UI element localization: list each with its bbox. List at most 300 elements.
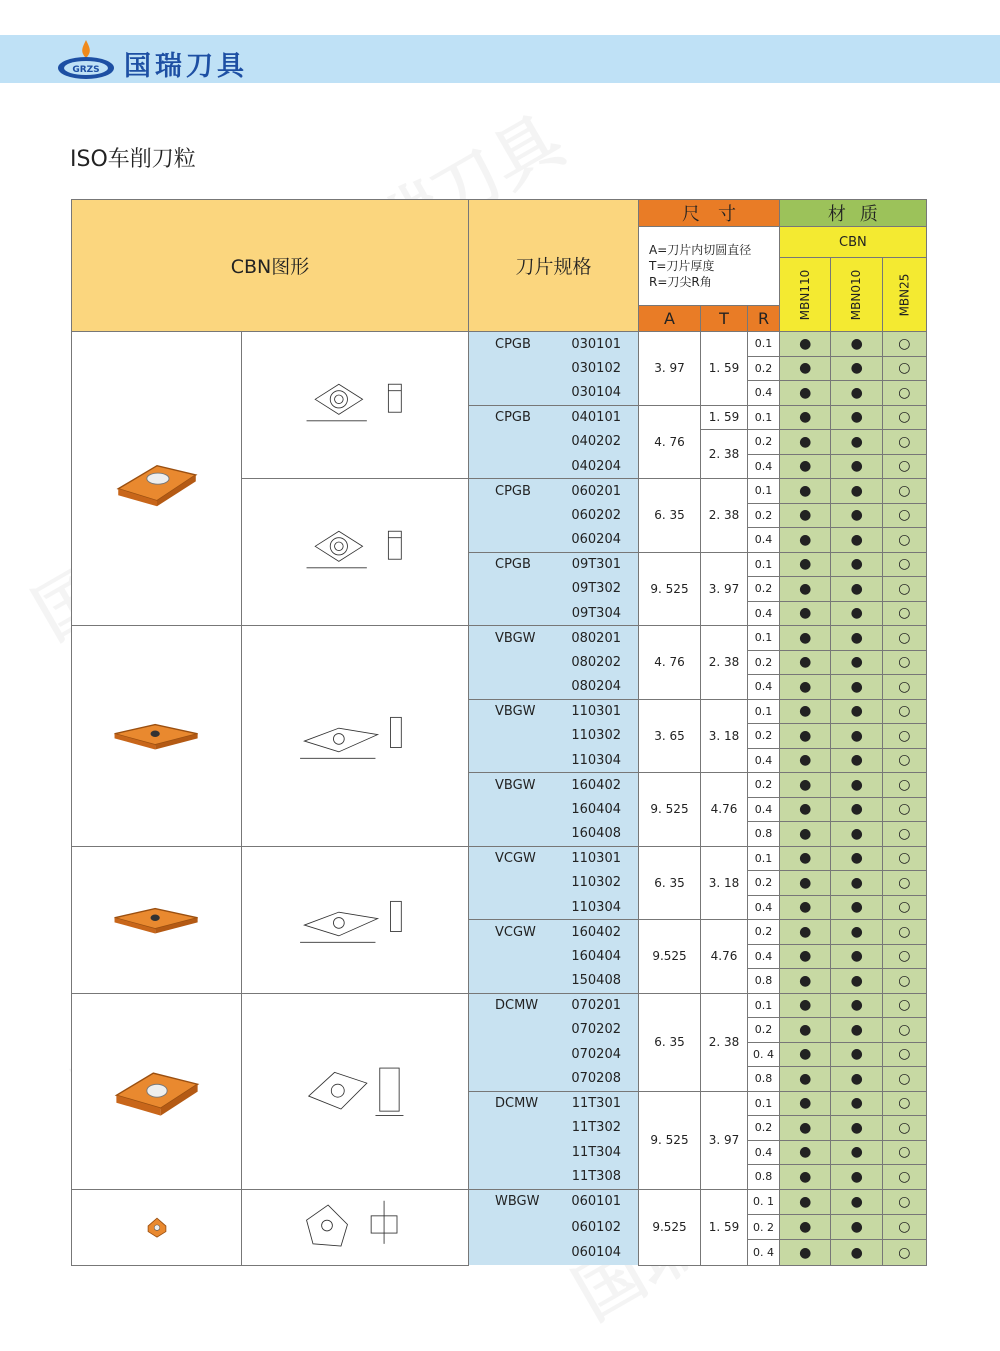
insert-photo-cell (72, 993, 242, 1189)
spec-code: 060102 (571, 1219, 621, 1235)
grade-availability-mark: ● (780, 332, 831, 357)
spec-code: 11T301 (571, 1096, 621, 1111)
grade-availability-mark: ● (831, 1042, 882, 1067)
grade-availability-mark: ● (831, 601, 882, 626)
spec-code: 070202 (571, 1022, 621, 1038)
spec-code: 160404 (571, 948, 621, 964)
grade-availability-mark: ○ (882, 846, 926, 871)
grade-availability-mark: ● (831, 430, 882, 455)
spec-cell (469, 1116, 639, 1141)
spec-prefix: DCMW (495, 998, 539, 1013)
dim-r-value: 0.2 (748, 871, 780, 896)
spec-cell (469, 920, 639, 945)
header-spec: 刀片规格 (469, 200, 639, 332)
grade-availability-mark: ● (831, 405, 882, 430)
dim-r-value: 0.2 (748, 1018, 780, 1043)
grade-availability-mark: ● (831, 1018, 882, 1043)
dim-t-value: 3. 18 (701, 699, 748, 773)
grade-availability-mark: ○ (882, 405, 926, 430)
grade-availability-mark: ○ (882, 944, 926, 969)
spec-code: 060104 (571, 1245, 621, 1261)
spec-cell (469, 356, 639, 381)
grade-availability-mark: ● (780, 675, 831, 700)
spec-code: 060204 (571, 532, 621, 547)
grade-availability-mark: ● (780, 1018, 831, 1043)
dim-r-value: 0.4 (748, 381, 780, 406)
grade-availability-mark: ● (831, 1116, 882, 1141)
spec-code: 150408 (571, 973, 621, 988)
spec-cell (469, 650, 639, 675)
dim-r-value: 0.2 (748, 773, 780, 798)
grade-availability-mark: ● (831, 724, 882, 749)
grade-availability-mark: ○ (882, 381, 926, 406)
spec-code: 070208 (571, 1071, 621, 1086)
spec-code: 060201 (571, 483, 621, 499)
insert-table (71, 199, 927, 1266)
grade-availability-mark: ● (780, 895, 831, 920)
grade-availability-mark: ○ (882, 503, 926, 528)
grade-availability-mark: ● (831, 699, 882, 724)
grade-availability-mark: ○ (882, 822, 926, 847)
spec-code: 09T302 (571, 581, 621, 597)
grade-availability-mark: ○ (882, 1140, 926, 1165)
grade-availability-mark: ● (831, 895, 882, 920)
dim-r-value: 0.8 (748, 1067, 780, 1092)
grade-availability-mark: ● (780, 1165, 831, 1190)
dim-t-value: 3. 97 (701, 1091, 748, 1189)
dim-header-t: T (701, 306, 748, 332)
insert-drawing-cell (242, 626, 469, 847)
grade-availability-mark: ● (780, 577, 831, 602)
grade-availability-mark: ○ (882, 528, 926, 553)
dim-r-value: 0.4 (748, 528, 780, 553)
grade-availability-mark: ● (780, 356, 831, 381)
spec-code: 070204 (571, 1046, 621, 1062)
spec-cell (469, 773, 639, 798)
grade-availability-mark: ● (831, 846, 882, 871)
spec-cell (469, 1189, 639, 1214)
grade-availability-mark: ● (780, 405, 831, 430)
dim-a-value: 9. 525 (639, 773, 701, 847)
spec-cell (469, 797, 639, 822)
dim-r-value: 0.8 (748, 822, 780, 847)
grade-availability-mark: ● (831, 1165, 882, 1190)
spec-cell (469, 724, 639, 749)
grade-availability-mark: ● (780, 969, 831, 994)
dim-r-value: 0.2 (748, 356, 780, 381)
grade-availability-mark: ○ (882, 650, 926, 675)
dim-r-value: 0.1 (748, 1091, 780, 1116)
grade-availability-mark: ● (831, 969, 882, 994)
dim-r-value: 0.4 (748, 1140, 780, 1165)
spec-cell (469, 1240, 639, 1265)
spec-prefix: CPGB (495, 410, 531, 425)
spec-cell (469, 871, 639, 896)
grade-availability-mark: ● (831, 748, 882, 773)
grade-availability-mark: ● (780, 1116, 831, 1141)
dim-a-value: 9.525 (639, 920, 701, 994)
insert-drawing-vc (285, 882, 425, 957)
grade-availability-mark: ○ (882, 356, 926, 381)
grade-availability-mark: ● (831, 1240, 882, 1265)
dim-r-value: 0.4 (748, 895, 780, 920)
legend-line: T=刀片厚度 (649, 259, 715, 273)
spec-cell (469, 969, 639, 994)
grade-availability-mark: ● (780, 1042, 831, 1067)
grade-availability-mark: ○ (882, 454, 926, 479)
spec-cell (469, 846, 639, 871)
brand-name: 国瑞刀具 (124, 51, 248, 82)
spec-cell (469, 332, 639, 357)
dim-r-value: 0.1 (748, 552, 780, 577)
dim-r-value: 0.4 (748, 601, 780, 626)
grade-availability-mark: ● (831, 381, 882, 406)
spec-cell (469, 1214, 639, 1239)
dim-r-value: 0.4 (748, 675, 780, 700)
grade-availability-mark: ● (831, 356, 882, 381)
legend-line: R=刀尖R角 (649, 275, 712, 289)
spec-cell (469, 626, 639, 651)
grade-availability-mark: ● (831, 1189, 882, 1214)
grade-availability-mark: ○ (882, 1116, 926, 1141)
spec-cell (469, 528, 639, 553)
grade-availability-mark: ● (780, 1240, 831, 1265)
grade-availability-mark: ● (831, 1140, 882, 1165)
spec-code: 030102 (571, 360, 621, 376)
spec-prefix: CPGB (495, 557, 531, 572)
grade-availability-mark: ● (831, 528, 882, 553)
grade-availability-mark: ○ (882, 1067, 926, 1092)
dim-a-value: 9.525 (639, 1189, 701, 1265)
spec-prefix: CPGB (495, 336, 531, 352)
spec-code: 030101 (571, 336, 621, 352)
dim-r-value: 0. 4 (748, 1042, 780, 1067)
spec-cell (469, 503, 639, 528)
spec-code: 110304 (571, 899, 621, 915)
insert-drawing-cp (285, 514, 425, 589)
spec-cell (469, 381, 639, 406)
spec-cell (469, 430, 639, 455)
dim-a-value: 6. 35 (639, 993, 701, 1091)
grade-availability-mark: ● (780, 993, 831, 1018)
insert-photo-vb (109, 695, 205, 773)
dim-a-value: 6. 35 (639, 846, 701, 920)
grade-availability-mark: ○ (882, 993, 926, 1018)
grade-availability-mark: ● (831, 454, 882, 479)
insert-photo-cell (72, 846, 242, 993)
spec-code: 070201 (571, 998, 621, 1013)
insert-drawing-cell (242, 332, 469, 479)
insert-photo-wb (137, 1206, 177, 1246)
grade-availability-mark: ● (780, 822, 831, 847)
insert-photo-vc (109, 879, 205, 957)
page-title: ISO车削刀粒 (70, 147, 196, 172)
grade-availability-mark: ● (831, 920, 882, 945)
grade-availability-mark: ● (831, 797, 882, 822)
spec-cell (469, 454, 639, 479)
spec-code: 160404 (571, 801, 621, 817)
grade-availability-mark: ● (780, 430, 831, 455)
insert-drawing-vb (285, 698, 425, 773)
insert-drawing-wb (285, 1190, 425, 1265)
spec-code: 060101 (571, 1194, 621, 1210)
dim-a-value: 3. 97 (639, 332, 701, 406)
dim-r-value: 0.1 (748, 626, 780, 651)
spec-code: 060202 (571, 507, 621, 523)
grade-availability-mark: ● (780, 1189, 831, 1214)
dim-t-value: 2. 38 (701, 430, 748, 479)
grade-availability-mark: ● (780, 626, 831, 651)
dim-t-value: 2. 38 (701, 993, 748, 1091)
spec-code: 11T308 (571, 1169, 621, 1184)
grade-availability-mark: ● (831, 503, 882, 528)
insert-drawing-cell (242, 479, 469, 626)
header-size: 尺寸 (639, 200, 780, 227)
grade-header: MBN010 (831, 258, 882, 332)
insert-photo-cp (109, 438, 205, 516)
grade-availability-mark: ○ (882, 748, 926, 773)
header-shape: CBN图形 (72, 200, 469, 332)
spec-cell (469, 1018, 639, 1043)
spec-prefix: VBGW (495, 630, 536, 646)
grade-availability-mark: ● (831, 822, 882, 847)
insert-photo-cell (72, 1189, 242, 1265)
dim-a-value: 9. 525 (639, 1091, 701, 1189)
dim-t-value: 4.76 (701, 773, 748, 847)
grade-availability-mark: ○ (882, 479, 926, 504)
grade-availability-mark: ○ (882, 699, 926, 724)
spec-prefix: DCMW (495, 1096, 539, 1111)
dim-r-value: 0.8 (748, 1165, 780, 1190)
dim-t-value: 1. 59 (701, 332, 748, 406)
grade-availability-mark: ● (831, 675, 882, 700)
grade-availability-mark: ● (831, 479, 882, 504)
grade-availability-mark: ● (831, 552, 882, 577)
spec-cell (469, 479, 639, 504)
grade-availability-mark: ○ (882, 332, 926, 357)
spec-code: 09T304 (571, 605, 621, 621)
grade-availability-mark: ● (780, 479, 831, 504)
dim-r-value: 0.8 (748, 969, 780, 994)
spec-code: 040101 (571, 410, 621, 425)
insert-drawing-cell (242, 993, 469, 1189)
grade-availability-mark: ● (831, 577, 882, 602)
spec-cell (469, 1091, 639, 1116)
dim-r-value: 0.1 (748, 332, 780, 357)
dim-t-value: 4.76 (701, 920, 748, 994)
spec-code: 080201 (571, 630, 621, 646)
dim-t-value: 2. 38 (701, 626, 748, 700)
spec-code: 160402 (571, 924, 621, 940)
insert-drawing-dc (285, 1053, 425, 1128)
header-material: 材质 (780, 200, 927, 227)
dim-r-value: 0. 2 (748, 1214, 780, 1239)
legend-line: A=刀片内切圆直径 (649, 243, 752, 257)
dim-a-value: 4. 76 (639, 626, 701, 700)
dim-a-value: 9. 525 (639, 552, 701, 626)
dimension-legend (639, 227, 780, 306)
dim-header-a: A (639, 306, 701, 332)
grade-availability-mark: ● (780, 601, 831, 626)
spec-code: 110301 (571, 851, 621, 866)
grade-availability-mark: ○ (882, 1091, 926, 1116)
grade-availability-mark: ○ (882, 552, 926, 577)
grade-availability-mark: ● (831, 1214, 882, 1239)
spec-code: 110304 (571, 752, 621, 768)
grade-availability-mark: ● (780, 773, 831, 798)
grade-availability-mark: ● (780, 552, 831, 577)
spec-cell (469, 699, 639, 724)
dim-r-value: 0.2 (748, 503, 780, 528)
cbn-label: CBN (780, 227, 927, 258)
dim-r-value: 0.1 (748, 699, 780, 724)
grade-availability-mark: ● (780, 1067, 831, 1092)
dim-a-value: 4. 76 (639, 405, 701, 479)
grade-availability-mark: ○ (882, 1189, 926, 1214)
spec-code: 160402 (571, 777, 621, 793)
insert-photo-dc (109, 1051, 205, 1129)
grade-availability-mark: ● (780, 944, 831, 969)
spec-cell (469, 822, 639, 847)
grade-availability-mark: ○ (882, 773, 926, 798)
dim-r-value: 0.4 (748, 454, 780, 479)
spec-cell (469, 748, 639, 773)
spec-prefix: VCGW (495, 851, 536, 866)
spec-cell (469, 552, 639, 577)
dim-a-value: 6. 35 (639, 479, 701, 553)
grade-availability-mark: ● (780, 381, 831, 406)
dim-a-value: 3. 65 (639, 699, 701, 773)
spec-cell (469, 577, 639, 602)
grade-availability-mark: ● (780, 699, 831, 724)
dim-r-value: 0.2 (748, 650, 780, 675)
grade-availability-mark: ● (780, 454, 831, 479)
grade-availability-mark: ● (780, 1140, 831, 1165)
spec-cell (469, 601, 639, 626)
grade-availability-mark: ● (780, 797, 831, 822)
grade-availability-mark: ● (831, 626, 882, 651)
spec-code: 09T301 (571, 557, 621, 572)
dim-t-value: 3. 18 (701, 846, 748, 920)
dim-header-r: R (748, 306, 780, 332)
grade-availability-mark: ○ (882, 1240, 926, 1265)
spec-code: 11T304 (571, 1144, 621, 1160)
grade-availability-mark: ● (780, 528, 831, 553)
grade-availability-mark: ● (780, 650, 831, 675)
grade-availability-mark: ● (831, 993, 882, 1018)
grade-header: MBN110 (780, 258, 831, 332)
dim-t-value: 1. 59 (701, 1189, 748, 1265)
logo-text: GRZS (72, 65, 100, 75)
dim-t-value: 1. 59 (701, 405, 748, 430)
dim-r-value: 0.4 (748, 748, 780, 773)
company-logo (56, 38, 116, 82)
grade-availability-mark: ● (831, 1091, 882, 1116)
dim-r-value: 0.1 (748, 405, 780, 430)
spec-cell (469, 675, 639, 700)
grade-availability-mark: ○ (882, 969, 926, 994)
spec-code: 110302 (571, 728, 621, 744)
spec-prefix: WBGW (495, 1194, 540, 1210)
insert-photo-cell (72, 626, 242, 847)
spec-prefix: VBGW (495, 704, 536, 719)
spec-code: 110302 (571, 875, 621, 891)
grade-availability-mark: ○ (882, 601, 926, 626)
spec-cell (469, 1067, 639, 1092)
grade-availability-mark: ● (780, 1214, 831, 1239)
grade-availability-mark: ○ (882, 797, 926, 822)
spec-cell (469, 895, 639, 920)
insert-drawing-cell (242, 1189, 469, 1265)
dim-r-value: 0.1 (748, 479, 780, 504)
dim-r-value: 0.2 (748, 577, 780, 602)
dim-r-value: 0.1 (748, 846, 780, 871)
spec-code: 110301 (571, 704, 621, 719)
dim-r-value: 0. 4 (748, 1240, 780, 1265)
grade-availability-mark: ● (831, 871, 882, 896)
grade-header: MBN25 (882, 258, 926, 332)
spec-cell (469, 1042, 639, 1067)
grade-availability-mark: ● (831, 1067, 882, 1092)
grade-availability-mark: ○ (882, 895, 926, 920)
grade-availability-mark: ● (831, 944, 882, 969)
dim-r-value: 0. 1 (748, 1189, 780, 1214)
spec-code: 11T302 (571, 1120, 621, 1136)
dim-r-value: 0.1 (748, 993, 780, 1018)
grade-availability-mark: ● (831, 773, 882, 798)
insert-drawing-cell (242, 846, 469, 993)
spec-code: 040204 (571, 458, 621, 474)
grade-availability-mark: ○ (882, 577, 926, 602)
grade-availability-mark: ○ (882, 1042, 926, 1067)
spec-code: 030104 (571, 385, 621, 400)
insert-drawing-cp (285, 367, 425, 442)
spec-cell (469, 405, 639, 430)
dim-r-value: 0.2 (748, 1116, 780, 1141)
grade-availability-mark: ○ (882, 430, 926, 455)
grade-availability-mark: ○ (882, 871, 926, 896)
spec-cell (469, 993, 639, 1018)
grade-availability-mark: ○ (882, 675, 926, 700)
grade-availability-mark: ● (780, 1091, 831, 1116)
spec-code: 080204 (571, 679, 621, 694)
grade-availability-mark: ● (780, 724, 831, 749)
grade-availability-mark: ○ (882, 1018, 926, 1043)
dim-t-value: 3. 97 (701, 552, 748, 626)
spec-prefix: VCGW (495, 924, 536, 940)
dim-r-value: 0.4 (748, 944, 780, 969)
spec-prefix: VBGW (495, 777, 536, 793)
grade-availability-mark: ● (780, 503, 831, 528)
insert-photo-cell (72, 332, 242, 626)
grade-availability-mark: ● (831, 332, 882, 357)
dim-r-value: 0.2 (748, 724, 780, 749)
grade-availability-mark: ● (780, 920, 831, 945)
grade-availability-mark: ○ (882, 920, 926, 945)
spec-cell (469, 1165, 639, 1190)
grade-availability-mark: ● (780, 846, 831, 871)
grade-availability-mark: ○ (882, 1165, 926, 1190)
spec-prefix: CPGB (495, 483, 531, 499)
spec-code: 160408 (571, 826, 621, 841)
grade-availability-mark: ○ (882, 724, 926, 749)
spec-cell (469, 944, 639, 969)
grade-availability-mark: ○ (882, 1214, 926, 1239)
grade-availability-mark: ● (780, 871, 831, 896)
dim-r-value: 0.2 (748, 920, 780, 945)
dim-t-value: 2. 38 (701, 479, 748, 553)
grade-availability-mark: ● (831, 650, 882, 675)
